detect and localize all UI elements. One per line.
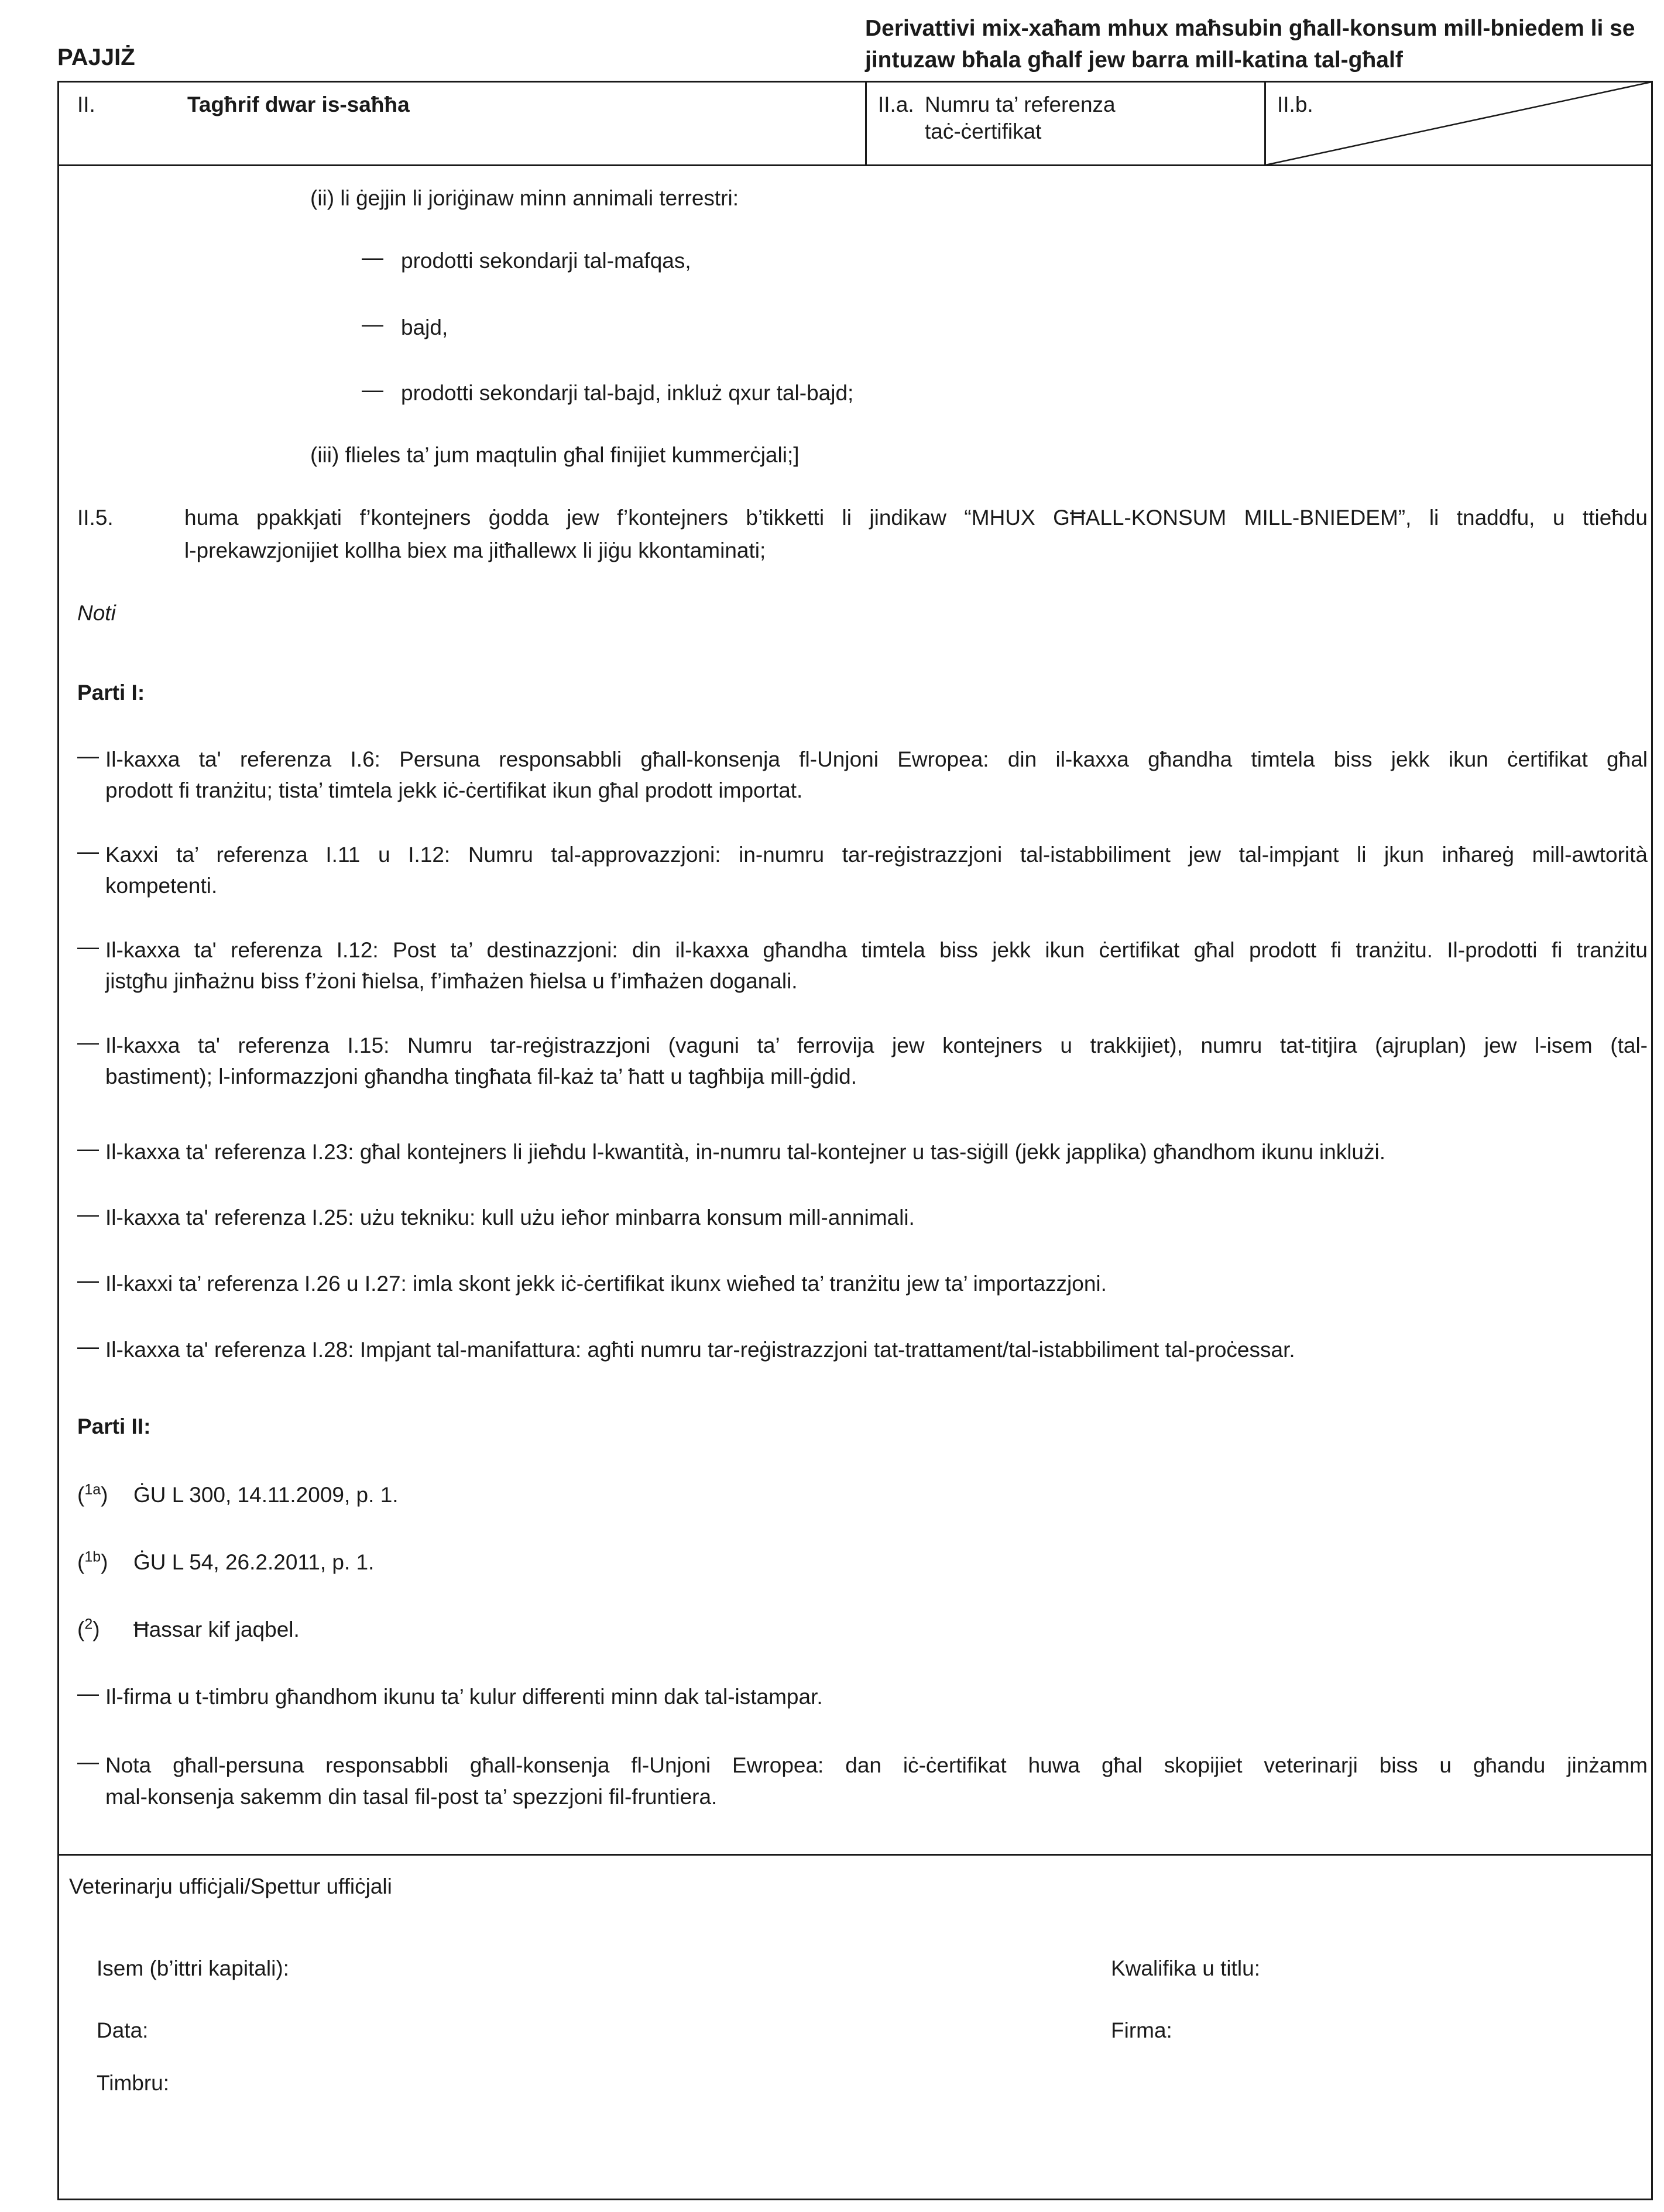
note-dash: — — [77, 1268, 99, 1292]
date-label: Data: — [97, 2018, 149, 2042]
part1-note-2-l1: Kaxxi ta’ referenza I.11 u I.12: Numru tal-approvazzjoni: in-numru tar-reġistrazzjoni tal-istabbiliment jew tal-impjant li jkun inħareġ mill-awtorità — [105, 843, 1648, 867]
header-diagonal — [1264, 81, 1653, 166]
part1-note-3-l2: jistgħu jinħażnu biss f’żoni ħielsa, f’imħażen ħielsa u f’imħażen doganali. — [105, 969, 798, 993]
section-title: Tagħrif dwar is-saħħa — [187, 92, 410, 116]
frame-right — [1651, 81, 1653, 2200]
note-dash: — — [77, 744, 99, 768]
header-col-1 — [865, 81, 867, 166]
item-ii-dash-3: prodotti sekondarji tal-bajd, inkluż qxur tal-bajd; — [401, 381, 854, 405]
note-dash: — — [77, 935, 99, 959]
part1-note-1-l1: Il-kaxxa ta' referenza I.6: Persuna responsabbli għall-konsenja fl-Unjoni Ewropea: din il-kaxxa għandha timtela biss jekk ikun ċertifikat għal — [105, 747, 1648, 771]
frame-left — [57, 81, 59, 2200]
part1-note-7: Il-kaxxi ta’ referenza I.26 u I.27: imla skont jekk iċ-ċertifikat ikunx wieħed ta’ tranżitu jew ta’ importazzjoni. — [105, 1272, 1107, 1296]
dash-3: — — [362, 377, 383, 401]
part2-title: Parti II: — [77, 1414, 151, 1438]
part1-note-4-l1: Il-kaxxa ta' referenza I.15: Numru tar-reġistrazzjoni (vaguni ta’ ferrovija jew kontejners u trakkijiet), numru tat-titjira (ajruplan) jew l-isem (tal- — [105, 1033, 1648, 1057]
part2-note-1: Il-firma u t-timbru għandhom ikunu ta’ kulur differenti minn dak tal-istampar. — [105, 1685, 823, 1709]
footnote-2: ($^2$) — [77, 1616, 100, 1641]
name-label: Isem (b’ittri kapitali): — [97, 1956, 289, 1980]
part1-note-3-l1: Il-kaxxa ta' referenza I.12: Post ta’ destinazzjoni: din il-kaxxa għandha timtela biss jekk ikun ċertifikat għal prodott fi tranżitu. Il-prodotti fi tranżitu — [105, 938, 1648, 962]
ref-text-2: taċ-ċertifikat — [925, 119, 1042, 143]
footnote-1b: ($^{1b}$) — [77, 1548, 108, 1574]
dash-2: — — [362, 312, 383, 336]
footnote-2-text: Ħassar kif jaqbel. — [133, 1617, 300, 1641]
part1-note-6: Il-kaxxa ta' referenza I.25: użu tekniku: kull użu ieħor minbarra konsum mill-annimali. — [105, 1205, 915, 1229]
part1-note-8: Il-kaxxa ta' referenza I.28: Impjant tal-manifattura: agħti numru tar-reġistrazzjoni tat-trattament/tal-istabbiliment tal-proċessar. — [105, 1338, 1295, 1362]
note-dash: — — [77, 1750, 99, 1774]
part1-title: Parti I: — [77, 681, 145, 705]
frame-bottom — [57, 2199, 1653, 2200]
item-iii: (iii) flieles ta’ jum maqtulin għal finijiet kummerċjali;] — [310, 443, 800, 467]
item-ii-dash-2: bajd, — [401, 315, 448, 339]
qualification-label: Kwalifika u titlu: — [1111, 1956, 1260, 1980]
part1-note-4-l2: bastiment); l-informazzjoni għandha tingħata fil-każ ta’ ħatt u tagħbija mill-ġdid. — [105, 1064, 857, 1088]
note-dash: — — [77, 1202, 99, 1226]
note-dash: — — [77, 1334, 99, 1358]
signature-divider — [57, 1854, 1653, 1856]
country-label: PAJJIŻ — [57, 44, 135, 70]
part1-note-1-l2: prodott fi tranżitu; tista’ timtela jekk iċ-ċertifikat ikun għal prodott importat. — [105, 778, 803, 802]
ref-label: II.a. — [878, 92, 914, 116]
part1-note-2-l2: kompetenti. — [105, 874, 218, 898]
b-label: II.b. — [1277, 92, 1313, 116]
note-dash: — — [77, 1136, 99, 1160]
note-dash: — — [77, 1681, 99, 1705]
note-dash: — — [77, 839, 99, 863]
certificate-title: Derivattivi mix-xaħam mhux maħsubin għall-konsum mill-bniedem li se jintuzaw bħala għalf jew barra mill-katina tal-għalf — [865, 16, 1635, 73]
footnote-2-mark: 2 — [84, 1616, 93, 1633]
part2-note-2-l2: mal-konsenja sakemm din tasal fil-post ta’ spezzjoni fil-fruntiera. — [105, 1785, 718, 1809]
item-ii: (ii) li ġejjin li joriġinaw minn annimali terrestri: — [310, 186, 739, 210]
ii5-line-1: huma ppakkjati f’kontejners ġodda jew f’kontejners b’tikketti li jindikaw “MHUX GĦALL-KONSUM MILL-BNIEDEM”, li tnaddfu, u ttieħdu — [184, 506, 1648, 530]
ii5-line-2: l-prekawzjonijiet kollha biex ma jitħallewx li jiġu kkontaminati; — [184, 538, 766, 562]
notes-title: Noti — [77, 601, 116, 625]
footnote-1b-mark: 1b — [84, 1548, 101, 1565]
footnote-1a-text: ĠU L 300, 14.11.2009, p. 1. — [133, 1483, 399, 1507]
dash-1: — — [362, 245, 383, 269]
footnote-1a-mark: 1a — [84, 1481, 101, 1498]
stamp-label: Timbru: — [97, 2071, 170, 2095]
ref-text-1: Numru ta’ referenza — [925, 92, 1116, 116]
ii5-label: II.5. — [77, 506, 114, 530]
part2-note-2-l1: Nota għall-persuna responsabbli għall-konsenja fl-Unjoni Ewropea: dan iċ-ċertifikat huwa għal skopijiet veterinarji biss u għandu jinżamm — [105, 1753, 1648, 1777]
footnote-1a: ($^{1a}$) — [77, 1481, 108, 1507]
section-number: II. — [77, 92, 95, 116]
signature-title: Veterinarju uffiċjali/Spettur uffiċjali — [69, 1874, 392, 1898]
part1-note-5: Il-kaxxa ta' referenza I.23: għal kontejners li jieħdu l-kwantità, in-numru tal-kontejner u tas-siġill (jekk japplika) għandhom ikunu inklużi. — [105, 1140, 1386, 1164]
item-ii-dash-1: prodotti sekondarji tal-mafqas, — [401, 249, 691, 273]
footnote-1b-text: ĠU L 54, 26.2.2011, p. 1. — [133, 1550, 375, 1574]
note-dash: — — [77, 1030, 99, 1054]
signature-label: Firma: — [1111, 2018, 1172, 2042]
